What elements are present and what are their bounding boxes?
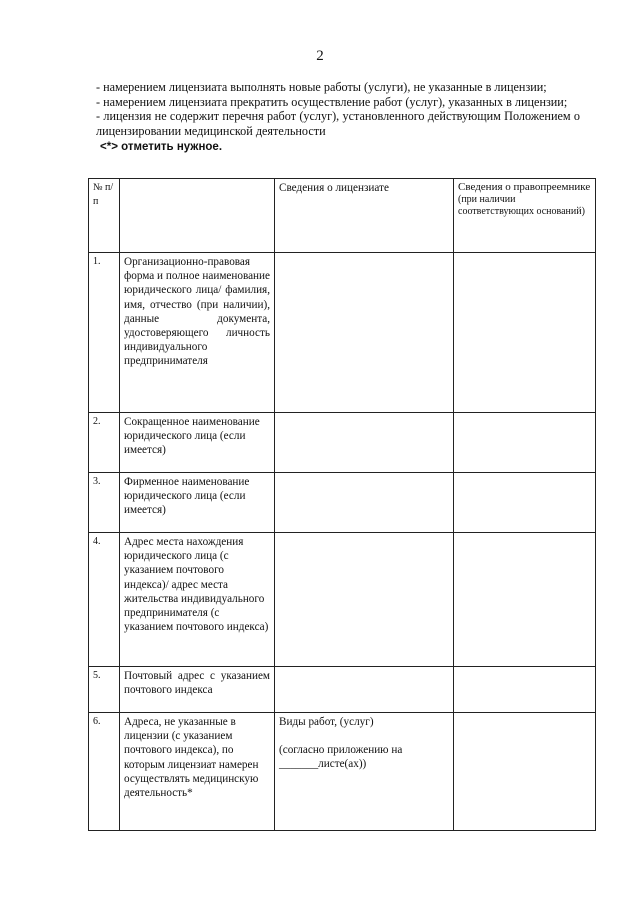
row-num: 1. <box>89 253 120 413</box>
row-licensee-cell[interactable] <box>275 533 454 667</box>
row-name: Адреса, не указанные в лицензии (с указанием почтового индекса), по которым лицензиат намерен осуществлять медицинскую деятельность* <box>120 713 275 831</box>
row-successor-cell[interactable] <box>454 533 596 667</box>
row-name: Почтовый адрес с указанием почтового индекса <box>120 667 275 713</box>
row-name: Сокращенное наименование юридического лица (если имеется) <box>120 413 275 473</box>
row-licensee-cell[interactable] <box>275 667 454 713</box>
license-info-table <box>88 178 596 831</box>
page-number: 2 <box>316 48 324 64</box>
row-successor-cell[interactable] <box>454 667 596 713</box>
row-licensee-cell[interactable] <box>275 253 454 413</box>
table-row <box>89 253 596 413</box>
row-licensee-cell[interactable] <box>275 473 454 533</box>
intro-line-stop-works: - намерением лицензиата прекратить осуществление работ (услуг), указанных в лицензии; <box>96 94 568 109</box>
row-successor-cell[interactable] <box>454 413 596 473</box>
intro-text <box>96 80 580 155</box>
row-licensee-cell[interactable] <box>275 713 454 831</box>
work-types-label: Виды работ, (услуг) <box>279 716 374 728</box>
row-successor-cell[interactable] <box>454 713 596 831</box>
header-name <box>120 179 275 253</box>
intro-line-no-list: - лицензия не содержит перечня работ (услуг), установленного действующим Положением о лицензировании медицинской деятельности <box>96 109 580 138</box>
header-successor-note: (при наличии соответствующих оснований) <box>458 194 585 217</box>
header-licensee: Сведения о лицензиате <box>275 179 454 253</box>
table-header-row <box>89 179 596 253</box>
intro-note: <*> отметить нужное. <box>100 141 223 153</box>
header-successor-main: Сведения о правопреемнике <box>458 181 591 193</box>
row-num: 5. <box>89 667 120 713</box>
header-num: № п/п <box>89 179 120 253</box>
row-num: 3. <box>89 473 120 533</box>
row-num: 6. <box>89 713 120 831</box>
intro-line-new-works: - намерением лицензиата выполнять новые работы (услуги), не указанные в лицензии; <box>96 80 547 94</box>
row-licensee-cell[interactable] <box>275 413 454 473</box>
row-successor-cell[interactable] <box>454 253 596 413</box>
row-num: 4. <box>89 533 120 667</box>
table-row <box>89 473 596 533</box>
table-row <box>89 667 596 713</box>
appendix-note: (согласно приложению на _______листе(ах)) <box>279 744 403 771</box>
row-name: Адрес места нахождения юридического лица (с указанием почтового индекса)/ адрес места жительства индивидуального предпринимателя (с указанием почтового индекса) <box>120 533 275 667</box>
row-num: 2. <box>89 413 120 473</box>
row-name: Фирменное наименование юридического лица (если имеется) <box>120 473 275 533</box>
row-name: Организационно-правовая форма и полное наименование юридического лица/ фамилия, имя, отчество (при наличии), данные документа, удостоверяющего личность индивидуального предпринимателя <box>120 253 275 413</box>
table-row <box>89 413 596 473</box>
table-row <box>89 713 596 831</box>
header-successor <box>454 179 596 253</box>
row-successor-cell[interactable] <box>454 473 596 533</box>
table-row <box>89 533 596 667</box>
